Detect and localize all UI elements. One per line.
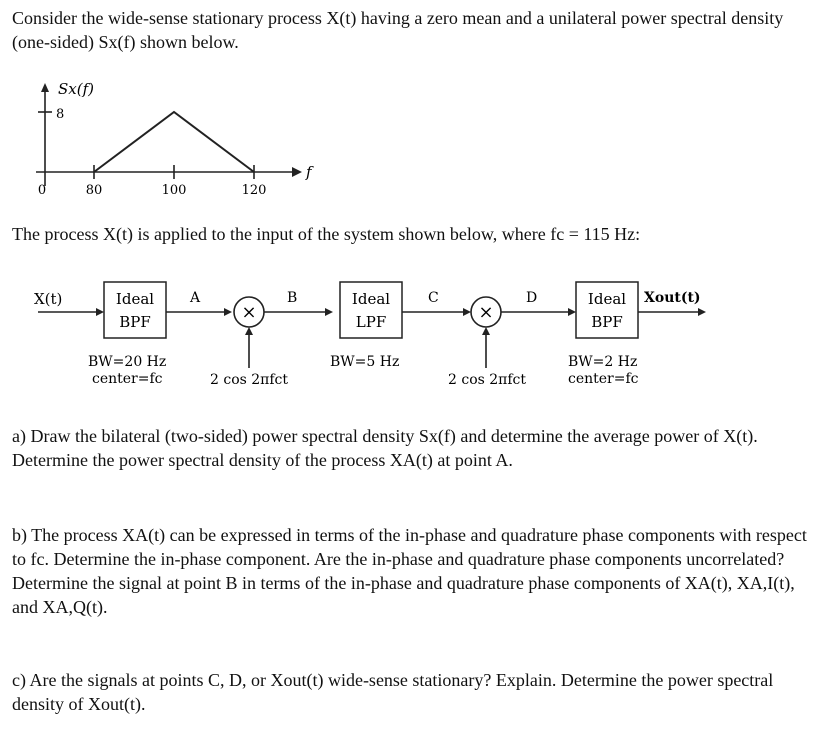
- wire-b-arrow: [325, 308, 333, 316]
- tick-label-100: 100: [161, 183, 187, 198]
- point-a: A: [190, 290, 201, 306]
- bpf1-caption1: BW=20 Hz: [88, 354, 167, 370]
- point-c: C: [428, 290, 439, 306]
- bpf2-caption1: BW=2 Hz: [568, 354, 638, 370]
- osc-2-arrow: [482, 327, 490, 335]
- output-arrow: [698, 308, 706, 316]
- x-axis-arrow: [292, 167, 302, 177]
- osc-1-arrow: [245, 327, 253, 335]
- y-axis-label: Sx(f): [58, 80, 94, 98]
- bpf2-line1: Ideal: [587, 290, 627, 308]
- wire-a-arrow: [224, 308, 232, 316]
- wire-c-arrow: [463, 308, 471, 316]
- bpf1-caption2: center=fc: [92, 371, 163, 387]
- bpf1-line1: Ideal: [115, 290, 155, 308]
- mixer-1-symbol: ×: [241, 302, 257, 323]
- point-d: D: [526, 290, 538, 306]
- tick-label-80: 80: [85, 183, 103, 198]
- output-label: Xout(t): [644, 290, 701, 306]
- input-label: X(t): [34, 290, 63, 308]
- osc-1-label: 2 cos 2πfct: [210, 372, 289, 388]
- bpf1-line2: BPF: [119, 313, 151, 331]
- part-b: b) The process XA(t) can be expressed in terms of the in-phase and quadrature phase components with respect to fc. Determine the in-phase component. Are the in-phase and quadrature phase components uncorrelated? Determine the signal at point B in terms of the in-phase and quadrature phase components of XA(t), XA,I(t), and XA,Q(t).: [12, 525, 807, 617]
- peak-label: 8: [56, 107, 65, 122]
- psd-chart: [22, 74, 342, 204]
- bpf2-caption2: center=fc: [568, 371, 639, 387]
- y-axis-arrow: [41, 83, 49, 92]
- problem-intro: Consider the wide-sense stationary process X(t) having a zero mean and a unilateral power spectral density (one-sided) Sx(f) shown below.: [12, 8, 784, 52]
- lpf-caption1: BW=5 Hz: [330, 354, 400, 370]
- block-diagram: [0, 270, 819, 400]
- tick-label-0: 0: [37, 183, 47, 198]
- psd-triangle: [94, 112, 254, 172]
- lpf-line1: Ideal: [351, 290, 391, 308]
- lpf-line2: LPF: [355, 313, 387, 331]
- part-a: a) Draw the bilateral (two-sided) power spectral density Sx(f) and determine the average power of X(t). Determine the power spectral density of the process XA(t) at point A.: [12, 426, 758, 470]
- tick-label-120: 120: [241, 183, 267, 198]
- system-intro: The process X(t) is applied to the input of the system shown below, where fc = 115 Hz:: [12, 224, 641, 244]
- x-axis-label: f: [306, 163, 312, 181]
- wire-d-arrow: [568, 308, 576, 316]
- point-b: B: [287, 290, 298, 306]
- osc-2-label: 2 cos 2πfct: [448, 372, 527, 388]
- mixer-2-symbol: ×: [478, 302, 494, 323]
- input-arrow: [96, 308, 104, 316]
- part-c: c) Are the signals at points C, D, or Xout(t) wide-sense stationary? Explain. Determine the power spectral density of Xout(t).: [12, 670, 774, 714]
- bpf2-line2: BPF: [591, 313, 623, 331]
